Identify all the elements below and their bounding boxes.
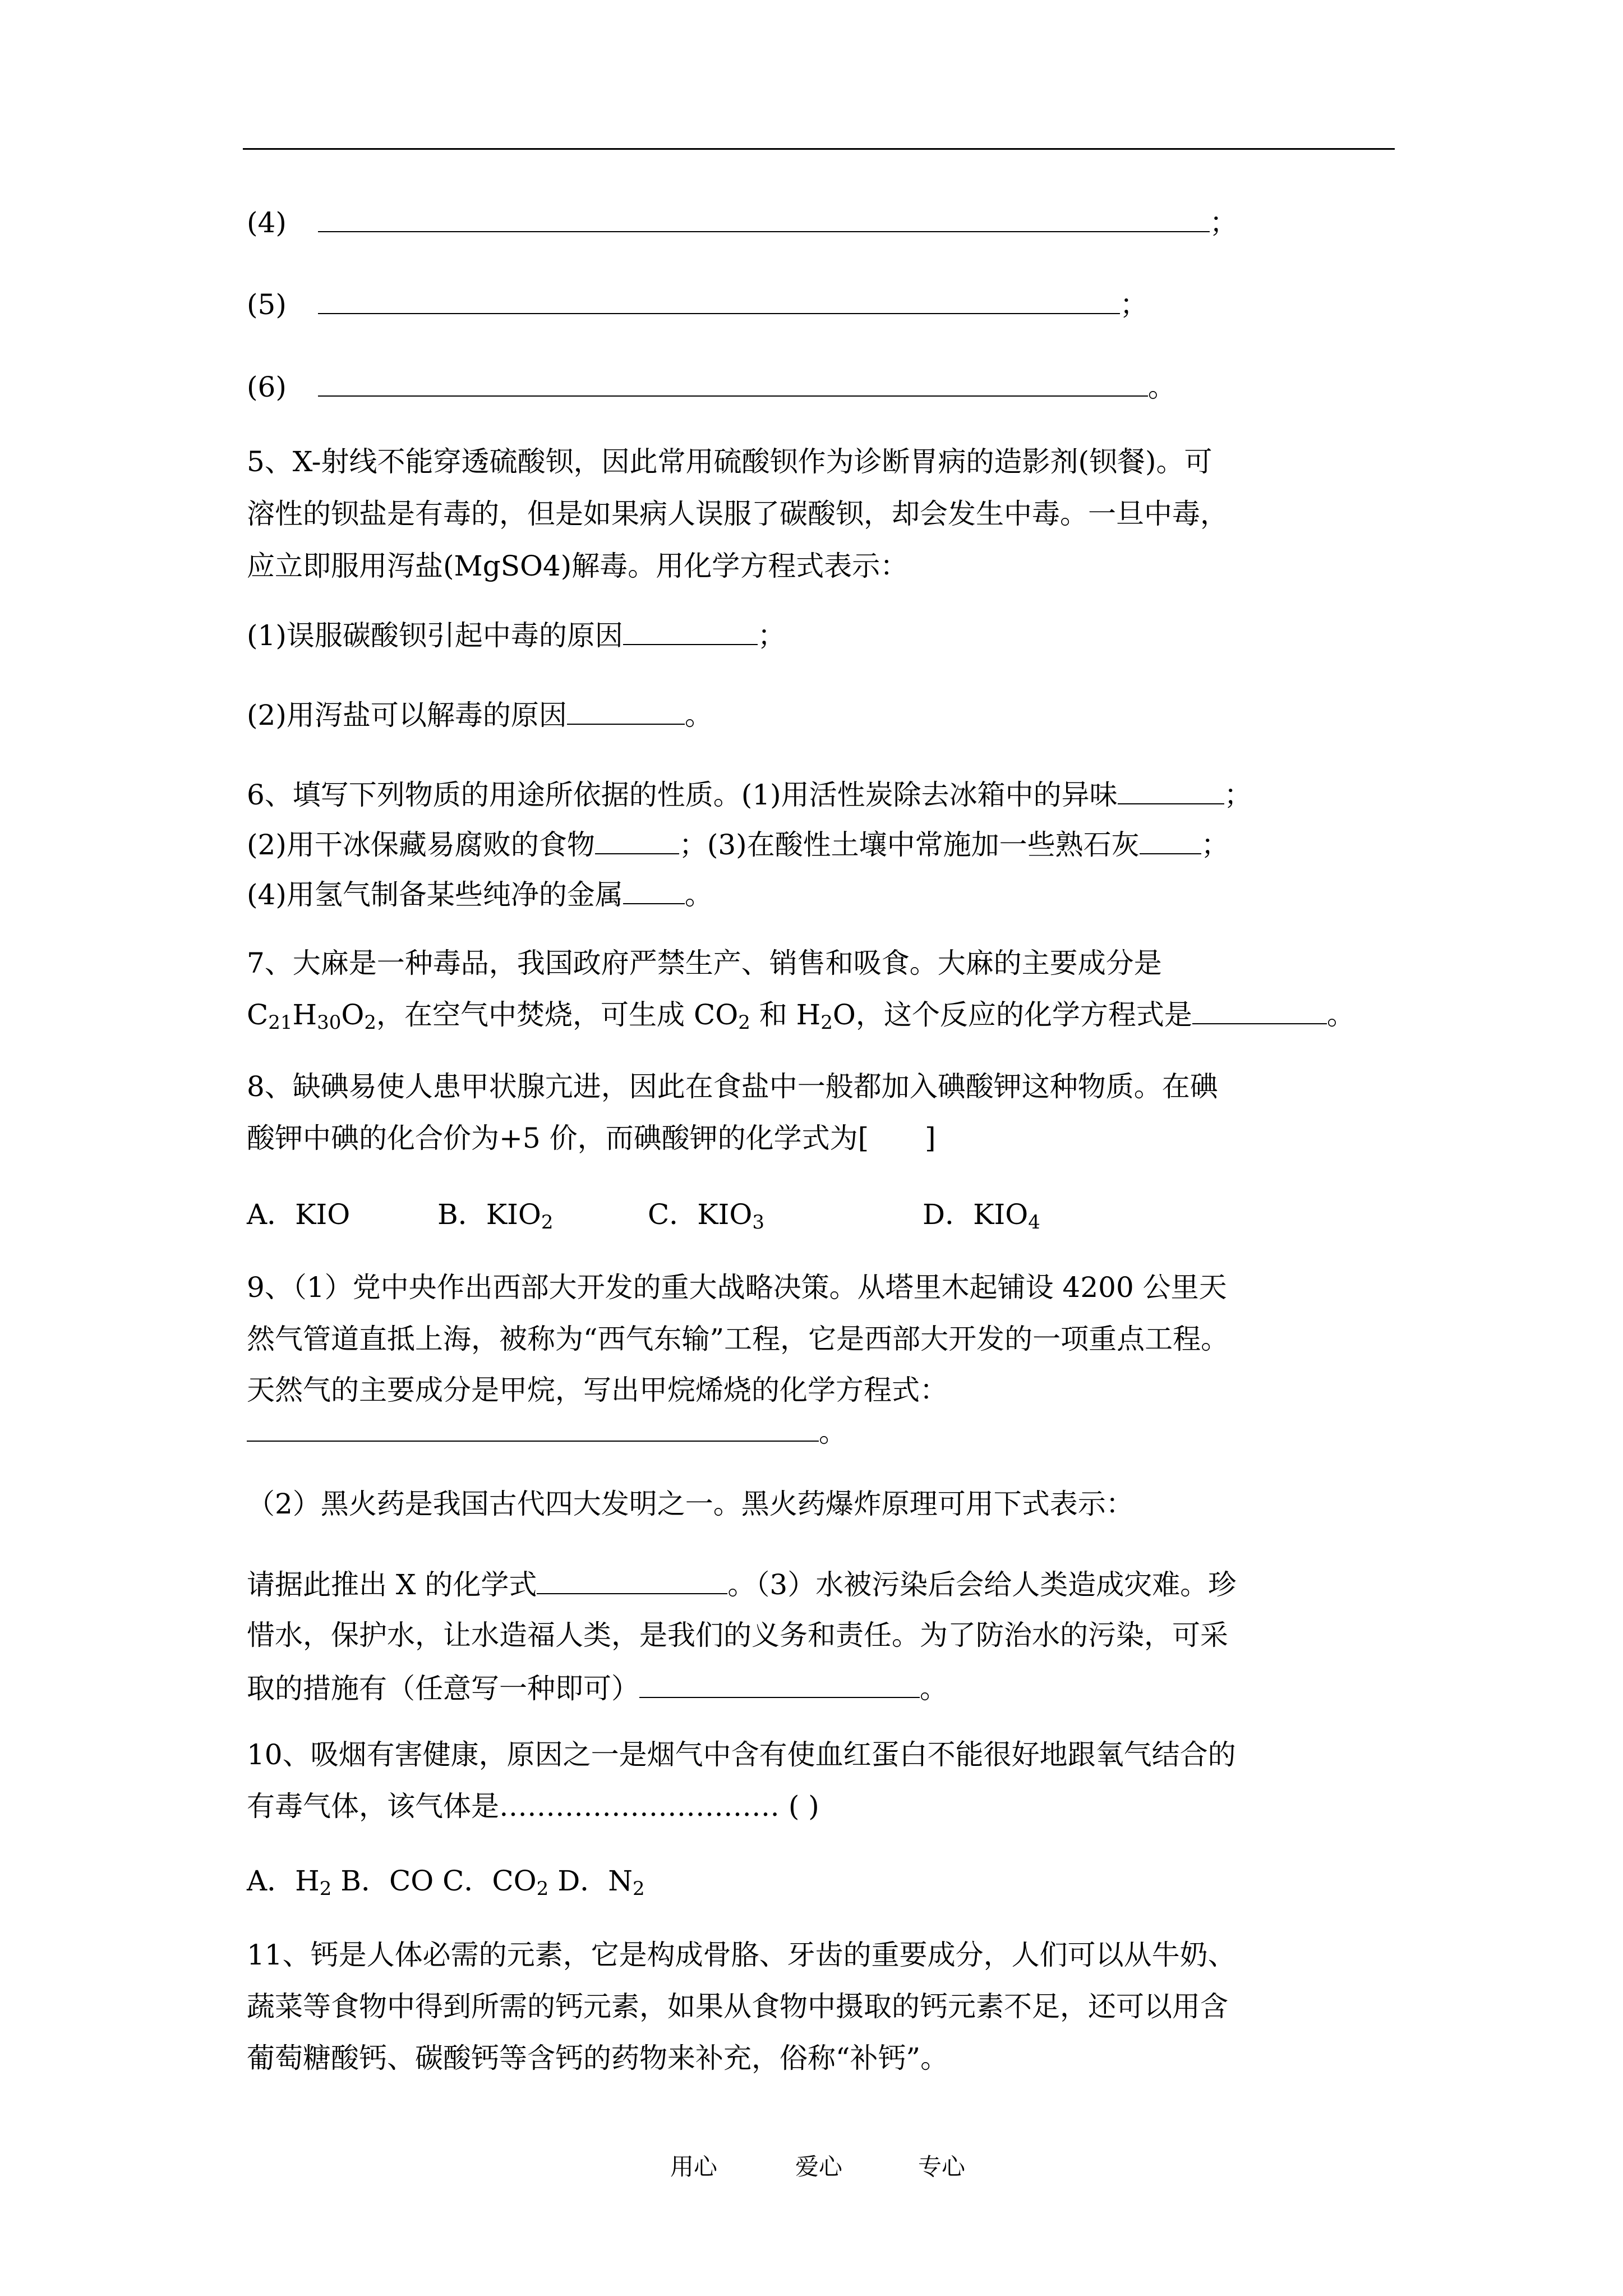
q5-sub-2: (2)用泻盐可以解毒的原因 。 [247,696,1396,734]
footer-text: 爱心 [795,2153,843,2180]
q6-line-1: 6、填写下列物质的用途所依据的性质。(1)用活性炭除去冰箱中的异味 ； [247,775,1396,813]
q9-part-2: （2）黑火药是我国古代四大发明之一。黑火药爆炸原理可用下式表示： [247,1488,1134,1520]
q7-line-2: $C_{21}H_{30}O_2$，在空气中焚烧，可生成 $CO_2$ 和 $H_2O$，这个反应的化学方程式是 。 [247,995,1396,1033]
q11-line-1: 11、钙是人体必需的元素，它是构成骨胳、牙齿的重要成分，人们可以从牛奶、 [247,1939,1236,1971]
answer-blank[interactable] [639,1669,920,1698]
answer-blank[interactable] [623,875,685,904]
q9-line-3: 天然气的主要成分是甲烷，写出甲烷烯烧的化学方程式： [247,1374,948,1406]
q8-option-b: B．$KIO_2$ [437,1198,554,1234]
q8-options [247,1196,1396,1233]
answer-blank[interactable] [247,1412,819,1442]
answer-blank[interactable] [1140,825,1201,854]
q5-line-3: 应立即服用泻盐(MgSO4)解毒。用化学方程式表示： [247,550,909,582]
answer-blank[interactable] [595,825,679,854]
answer-blank[interactable] [1192,995,1327,1024]
answer-blank[interactable] [318,203,1210,232]
answer-line-4: (4) ； [247,203,1396,241]
header-rule [243,148,1395,150]
answer-blank[interactable] [318,285,1120,314]
answer-blank[interactable] [1118,775,1224,804]
q8-option-c: C．$KIO_3$ [648,1198,764,1234]
q9-line-7: 取的措施有（任意写一种即可） 。 [247,1669,1396,1707]
q9-line-5: 请据此推出 X 的化学式 。（3）水被污染后会给人类造成灾难。珍 [247,1565,1396,1603]
footer-text: 用心 [670,2153,718,2180]
answer-blank[interactable] [567,696,685,725]
q8-line-2: 酸钾中碘的化合价为+5 价，而碘酸钾的化学式为[ ] [247,1122,936,1154]
q5-line-1: 5、X-射线不能穿透硫酸钡，因此常用硫酸钡作为诊断胃病的造影剂(钡餐)。可 [247,445,1212,478]
q9-line-6: 惜水，保护水，让水造福人类，是我们的义务和责任。为了防治水的污染，可采 [247,1619,1228,1651]
q5-sub-1: (1)误服碳酸钡引起中毒的原因 ； [247,616,1396,654]
q10-line-2: 有毒气体，该气体是………………………… ( ) [247,1790,819,1823]
q11-line-2: 蔬菜等食物中得到所需的钙元素，如果从食物中摄取的钙元素不足，还可以用含 [247,1990,1228,2023]
answer-blank[interactable] [623,616,758,645]
answer-blank[interactable] [537,1565,727,1594]
answer-line-5: (5) ； [247,285,1396,323]
q10-line-1: 10、吸烟有害健康，原因之一是烟气中含有使血红蛋白不能很好地跟氧气结合的 [247,1738,1236,1771]
footer-text: 专心 [918,2153,966,2180]
answer-line-6: (6) 。 [247,367,1396,406]
q9-line-2: 然气管道直抵上海，被称为“西气东输”工程，它是西部大开发的一项重点工程。 [247,1323,1229,1355]
q5-line-2: 溶性的钡盐是有毒的，但是如果病人误服了碳酸钡，却会发生中毒。一旦中毒， [247,498,1228,530]
q8-option-a: A．KIO [247,1198,351,1231]
q11-line-3: 葡萄糖酸钙、碳酸钙等含钙的药物来补充，俗称“补钙”。 [247,2042,949,2074]
q9-line-1: 9、（1）党中央作出西部大开发的重大战略决策。从塔里木起铺设 4200 公里天 [247,1271,1227,1304]
q6-line-3: (4)用氢气制备某些纯净的金属 。 [247,875,1396,913]
q8-line-1: 8、缺碘易使人患甲状腺亢进，因此在食盐中一般都加入碘酸钾这种物质。在碘 [247,1070,1218,1103]
q9-line-4: 。 [247,1412,1396,1451]
q8-option-d: D．$KIO_4$ [923,1198,1040,1234]
answer-blank[interactable] [318,367,1148,397]
q6-line-2: (2)用干冰保藏易腐败的食物 ；(3)在酸性土壤中常施加一些熟石灰 ； [247,825,1396,863]
q10-options: A．$H_2$ B．CO C．$CO_2$ D．$N_2$ [247,1865,645,1900]
q7-line-1: 7、大麻是一种毒品，我国政府严禁生产、销售和吸食。大麻的主要成分是 [247,947,1162,979]
